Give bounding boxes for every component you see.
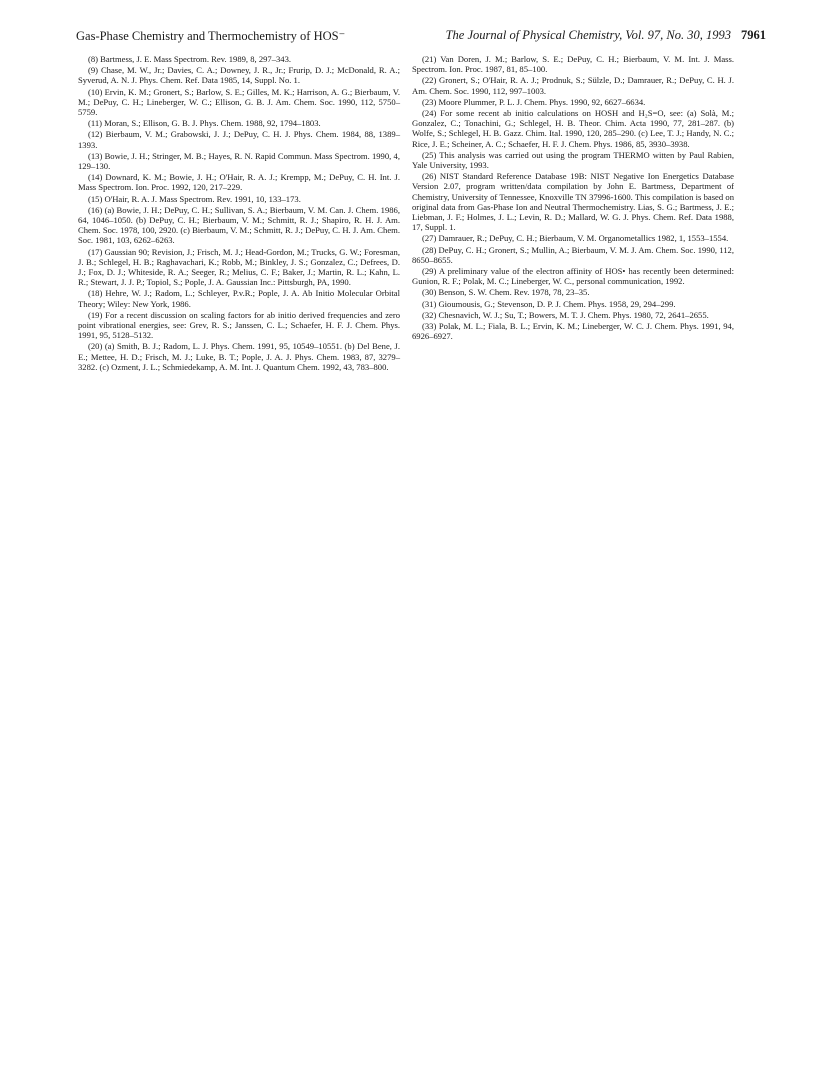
reference-13: (13) Bowie, J. H.; Stringer, M. B.; Hayes, R. N. Rapid Commun. Mass Spectrom. 1990, 4, 129–130.	[78, 150, 400, 172]
reference-16: (16) (a) Bowie, J. H.; DePuy, C. H.; Sullivan, S. A.; Bierbaum, V. M. Can. J. Chem. 1986, 64, 1046–1050. (b) DePuy, C. H.; Bierbaum, V. M.; Schmitt, R. J.; Shapiro, R. H. J. Am. Chem. Soc. 1978, 100, 2920. (c) Bierbaum, V. M.; Schmitt, R. J.; DePuy, C. H. J. Am. Chem. Soc. 1981, 103, 6262–6263.	[78, 204, 400, 246]
running-header	[76, 28, 766, 46]
reference-25: (25) This analysis was carried out using the program THERMO witten by Paul Rabien, Yale University, 1993.	[412, 149, 734, 171]
page-number: 7961	[741, 28, 766, 42]
reference-27: (27) Damrauer, R.; DePuy, C. H.; Bierbaum, V. M. Organometallics 1982, 1, 1553–1554.	[422, 233, 729, 244]
reference-23: (23) Moore Plummer, P. L. J. Chem. Phys. 1990, 92, 6627–6634.	[422, 96, 646, 107]
reference-8: (8) Bartmess, J. E. Mass Spectrom. Rev. 1989, 8, 297–343.	[88, 54, 292, 64]
reference-30: (30) Benson, S. W. Chem. Rev. 1978, 78, 23–35.	[422, 287, 590, 298]
reference-32: (32) Chesnavich, W. J.; Su, T.; Bowers, M. T. J. Chem. Phys. 1980, 72, 2641–2655.	[422, 309, 709, 320]
reference-22: (22) Gronert, S.; O'Hair, R. A. J.; Prodnuk, S.; Sülzle, D.; Damrauer, R.; DePuy, C. H. J. Am. Chem. Soc. 1990, 112, 997–1003.	[412, 75, 734, 96]
reference-21: (21) Van Doren, J. M.; Barlow, S. E.; DePuy, C. H.; Bierbaum, V. M. Int. J. Mass. Spectrom. Ion. Proc. 1987, 81, 85–100.	[412, 54, 734, 75]
reference-15: (15) O'Hair, R. A. J. Mass Spectrom. Rev. 1991, 10, 133–173.	[88, 193, 301, 204]
reference-17: (17) Gaussian 90; Revision, J.; Frisch, M. J.; Head-Gordon, M.; Trucks, G. W.; Foresman, J. B.; Schlegel, H. B.; Raghavachari, K.; Robb, M.; Binkley, J. S.; Gonzalez, C.; Defrees, D. J.; Fox, D. J.; Whiteside, R. A.; Seeger, R.; Melius, C. F.; Baker, J.; Martin, R. L.; Kahn, L. R.; Stewart, J. J. P.; Topiol, S.; Pople, J. A. Gaussian Inc.: Pittsburgh, PA, 1990.	[78, 246, 400, 288]
journal-citation	[446, 28, 766, 43]
references-column-left	[78, 54, 400, 373]
reference-18: (18) Hehre, W. J.; Radom, L.; Schleyer, P.v.R.; Pople, J. A. Ab Initio Molecular Orbital Theory; Wiley: New York, 1986.	[78, 288, 400, 309]
running-title: Gas-Phase Chemistry and Thermochemistry of HOS⁻	[76, 29, 346, 43]
reference-9: (9) Chase, M. W., Jr.; Davies, C. A.; Downey, J. R., Jr.; Frurip, D. J.; McDonald, R. A.; Syverud, A. N. J. Phys. Chem. Ref. Data 1985, 14, Suppl. No. 1.	[78, 65, 400, 86]
reference-20: (20) (a) Smith, B. J.; Radom, L. J. Phys. Chem. 1991, 95, 10549–10551. (b) Del Bene, J. E.; Mettee, H. D.; Frisch, M. J.; Luke, B. T.; Pople, J. A. J. Phys. Chem. 1983, 87, 3279–3282. (c) Ozment, J. L.; Schmiedekamp, A. M. Int. J. Quantum Chem. 1992, 43, 783–800.	[78, 341, 400, 372]
reference-12: (12) Bierbaum, V. M.; Grabowski, J. J.; DePuy, C. H. J. Phys. Chem. 1984, 88, 1389–1393.	[78, 129, 400, 150]
reference-14: (14) Downard, K. M.; Bowie, J. H.; O'Hair, R. A. J.; Krempp, M.; DePuy, C. H. Int. J. Mass Spectrom. Ion. Proc. 1992, 120, 217–229.	[78, 172, 400, 193]
reference-11: (11) Moran, S.; Ellison, G. B. J. Phys. Chem. 1988, 92, 1794–1803.	[88, 118, 321, 129]
reference-31: (31) Gioumousis, G.; Stevenson, D. P. J. Chem. Phys. 1958, 29, 294–299.	[422, 298, 676, 309]
reference-24: (24) For some recent ab initio calculations on HOSH and H₂S=O, see: (a) Solà, M.; Gonzalez, C.; Tonachini, G.; Schlegel, H. B. Theor. Chim. Acta 1990, 77, 281–287. (b) Wolfe, S.; Schlegel, H. B. Gazz. Chim. Ital. 1990, 120, 285–290. (c) Lee, T. J.; Handy, N. C.; Rice, J. E.; Scheiner, A. C.; Schaefer, H. F. J. Chem. Phys. 1986, 85, 3930–3938.	[412, 108, 734, 149]
reference-33: (33) Polak, M. L.; Fiala, B. L.; Ervin, K. M.; Lineberger, W. C. J. Chem. Phys. 1991, 94, 6926–6927.	[412, 321, 734, 342]
references-column-right	[412, 54, 734, 342]
reference-10: (10) Ervin, K. M.; Gronert, S.; Barlow, S. E.; Gilles, M. K.; Harrison, A. G.; Bierbaum, V. M.; DePuy, C. H.; Lineberger, W. C.; Ellison, G. B. J. Am. Chem. Soc. 1990, 112, 5750–5759.	[78, 86, 400, 118]
reference-19: (19) For a recent discussion on scaling factors for ab initio derived frequencies and zero point vibrational energies, see: Grev, R. S.; Janssen, C. L.; Schaefer, H. F. J. Chem. Phys. 1991, 95, 5128–5132.	[78, 309, 400, 341]
reference-28: (28) DePuy, C. H.; Gronert, S.; Mullin, A.; Bierbaum, V. M. J. Am. Chem. Soc. 1990, 112, 8650–8655.	[412, 244, 734, 265]
reference-26: (26) NIST Standard Reference Database 19B: NIST Negative Ion Energetics Database Version 2.07, program written/data compilation by John E. Bartmess, Department of Chemistry, University of Tennessee, Knoxville TN 37996-1600. This compilation is based on original data from Gas-Phase Ion and Neutral Thermochemistry. Lias, S. G.; Bartmess, J. E.; Liebman, J. F.; Holmes, J. L.; Levin, R. D.; Mallard, W. G. J. Phys. Chem. Ref. Data 1988, 17, Suppl. 1.	[412, 171, 734, 233]
journal-name: The Journal of Physical Chemistry, Vol. 97, No. 30, 1993	[445, 28, 731, 42]
reference-29: (29) A preliminary value of the electron affinity of HOS• has recently been determined: Gunion, R. F.; Polak, M. C.; Lineberger, W. C., personal communication, 1992.	[412, 266, 734, 287]
